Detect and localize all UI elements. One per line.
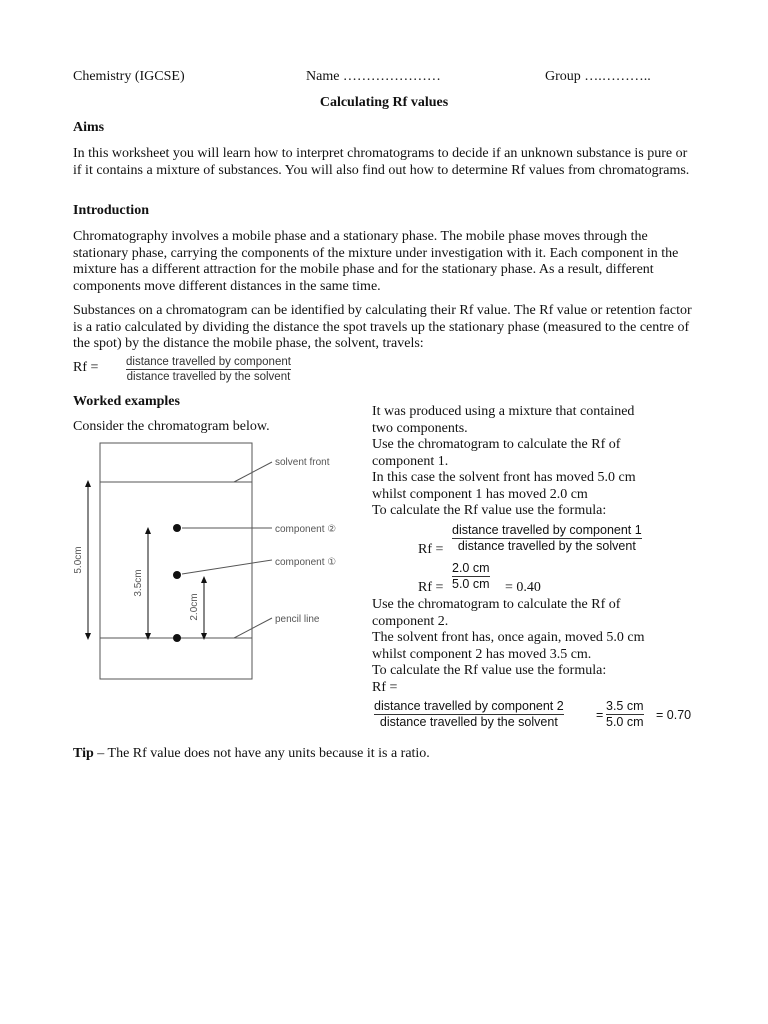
worked-examples-heading: Worked examples (73, 394, 180, 409)
rf-general-formula (126, 355, 291, 384)
arrow-head-icon (145, 633, 151, 640)
pencil-line-label: pencil line (275, 614, 320, 625)
introduction-heading: Introduction (73, 203, 149, 218)
rf2-value-denominator: 5.0 cm (606, 715, 644, 729)
worked-text-block-2 (372, 597, 702, 696)
aims-heading: Aims (73, 120, 105, 135)
component2-distance-label: 3.5cm (133, 569, 144, 597)
page-title: Calculating Rf values (319, 95, 449, 110)
pencil-line-leader (234, 618, 272, 638)
worked-line: It was produced using a mixture that contained (372, 404, 635, 419)
solvent-front-label: solvent front (275, 457, 330, 468)
rf1-calc-fraction (452, 561, 490, 592)
rf2-numerator: distance travelled by component 2 (374, 699, 564, 713)
worked-line: In this case the solvent front has moved 5.0 cm (372, 470, 636, 485)
arrow-head-icon (201, 576, 207, 583)
component1-leader (182, 560, 272, 574)
worked-line: component 1. (372, 453, 449, 469)
worked-line: Use the chromatogram to calculate the Rf of (372, 437, 621, 452)
arrow-head-icon (85, 633, 91, 640)
rf1-calc-denominator: 5.0 cm (452, 577, 490, 591)
worked-line: Rf = (372, 679, 398, 695)
chromatogram-diagram (66, 440, 356, 690)
worked-line: two components. (372, 420, 468, 436)
component1-label: component ① (275, 557, 337, 568)
subject-label: Chemistry (IGCSE) (73, 69, 185, 84)
rf1-numerator: distance travelled by component 1 (452, 523, 642, 537)
arrow-head-icon (145, 527, 151, 534)
arrow-head-icon (85, 480, 91, 487)
intro-paragraph-1: Chromatography involves a mobile phase and a stationary phase. The mobile phase moves through the stationary phase, carrying the components of the mixture under investigation with it. Each component in the mixture has a different attraction for the mobile phase and for the stationary phase. As a result, different components move different distances in the same time. (73, 229, 679, 294)
rf2-value-numerator: 3.5 cm (606, 699, 644, 713)
tip-text: – The Rf value does not have any units because it is a ratio. (93, 746, 430, 761)
worked-text-block-1 (372, 404, 702, 520)
rf1-formula (452, 523, 642, 554)
rf1-label: Rf = (418, 542, 444, 557)
rf-formula-numerator: distance travelled by component (126, 356, 291, 368)
origin-spot (173, 634, 181, 642)
rf1-calc-label: Rf = (418, 580, 444, 595)
solvent-distance-label: 5.0cm (73, 546, 84, 574)
worked-line: To calculate the Rf value use the formula: (372, 503, 607, 518)
group-field: Group ….……….. (545, 69, 651, 84)
worked-line: Use the chromatogram to calculate the Rf of (372, 597, 621, 612)
component1-spot (173, 571, 181, 579)
aims-text: In this worksheet you will learn how to interpret chromatograms to decide if an unknown substance is pure or if it contains a mixture of substances. You will also find out how to determine Rf values from chromatograms. (73, 146, 690, 178)
tip-label: Tip (73, 746, 94, 761)
rf1-calc-numerator: 2.0 cm (452, 561, 490, 575)
rf2-value-fraction (606, 699, 644, 730)
tip-line (73, 746, 430, 763)
rf-formula-label: Rf = (73, 360, 99, 375)
worked-line: To calculate the Rf value use the formula: (372, 663, 607, 678)
solvent-front-leader (234, 462, 272, 482)
intro-paragraph-2: Substances on a chromatogram can be identified by calculating their Rf value. The Rf value or retention factor is a ratio calculated by dividing the distance the spot travels up the stationary phase (measured to the centre of the spot) by the distance the mobile phase, the solvent, travels: (73, 303, 692, 351)
consider-text: Consider the chromatogram below. (73, 419, 270, 434)
rf-formula-denominator: distance travelled by the solvent (126, 371, 291, 383)
arrow-head-icon (201, 633, 207, 640)
rf1-denominator: distance travelled by the solvent (457, 539, 636, 553)
rf1-result: = 0.40 (505, 580, 541, 595)
worked-line: whilst component 2 has moved 3.5 cm. (372, 646, 592, 662)
rf2-equals: = (596, 708, 604, 722)
component2-spot (173, 524, 181, 532)
rf2-result: = 0.70 (656, 708, 692, 722)
chromatography-paper (100, 443, 252, 679)
worked-line: The solvent front has, once again, moved 5.0 cm (372, 630, 645, 645)
rf2-formula (374, 699, 564, 730)
name-field: Name ………………… (306, 69, 441, 84)
component1-distance-label: 2.0cm (189, 593, 200, 621)
rf2-denominator: distance travelled by the solvent (379, 715, 558, 729)
component2-label: component ② (275, 524, 337, 535)
worked-line: whilst component 1 has moved 2.0 cm (372, 486, 588, 502)
worked-line: component 2. (372, 613, 449, 629)
